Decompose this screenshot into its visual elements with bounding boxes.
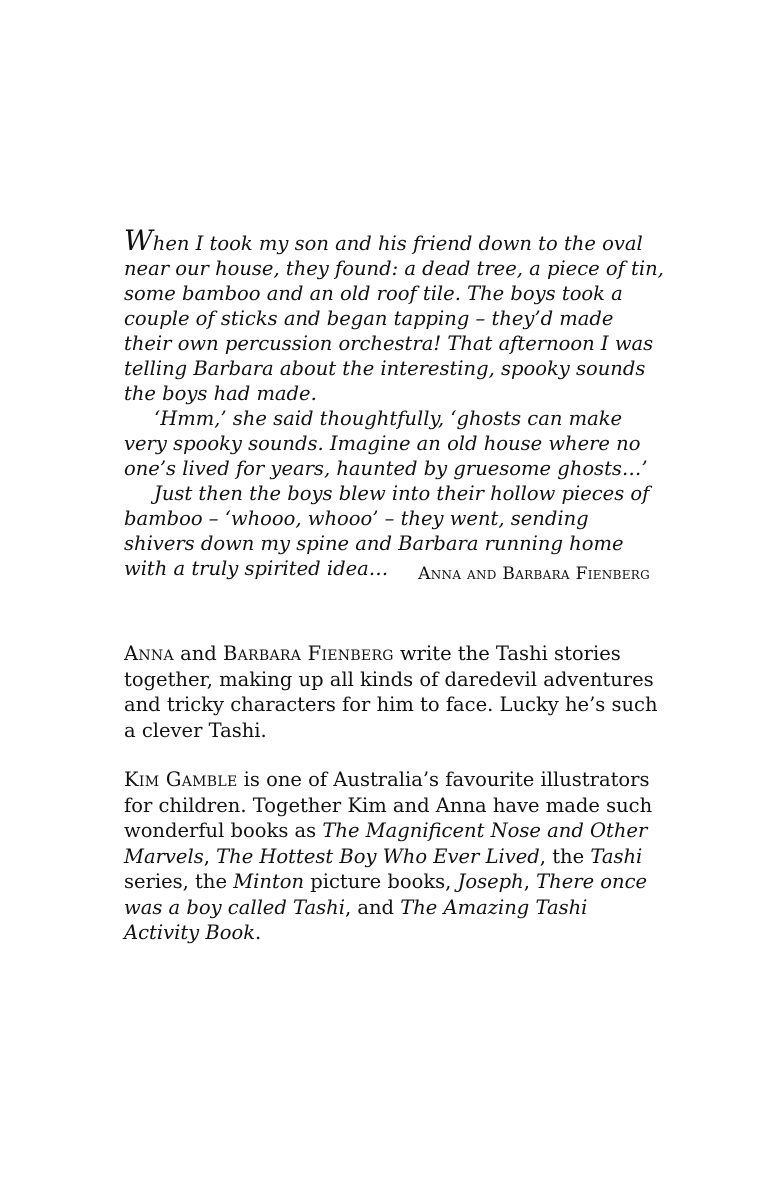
intro-paragraph-2: ‘Hmm,’ she said thoughtfully, ‘ghosts can make very spooky sounds. Imagine an old house where no one’s lived for years, haunted by gruesome ghosts…’ [124,407,648,480]
bio-kim-text-1: is one of Australia’s favourite illustrators for children. Together Kim and Anna have made such wonderful books as [124,768,653,842]
bio-kim-text-7: , and [344,895,401,919]
intro-paragraph-1 [124,224,664,406]
bio-anna-barbara-paragraph [124,641,664,743]
book-title-boy-called-tashi: There once was a boy called Tashi [124,870,648,919]
bio-kim-text-6: , [523,870,537,893]
bio-kim-text-5: picture books, [304,870,458,893]
book-title-hottest-boy: The Hottest Boy Who Ever Lived [216,844,540,868]
book-title-magnificent-nose: The Magnificent Nose and Other Marvels [124,819,648,868]
bio-kim-text-8: . [255,921,262,944]
bio-and: and [173,642,223,665]
book-title-joseph: Joseph [457,870,524,893]
author-name-anna: Anna [124,642,174,665]
illustrator-name-kim: Kim Gamble [124,768,238,791]
intro-dropcap: W [124,224,153,257]
bio-kim-text-2: , [203,844,217,868]
bio-kim-paragraph [124,767,664,946]
intro-signature: Anna and Barbara Fienberg [418,564,650,584]
bio-anna-text: write the Tashi stories together, making up all kinds of daredevil adventures and tricky characters for him to face. Lucky he’s such a clever Tashi. [124,642,658,742]
bio-kim [124,767,664,946]
book-title-tashi: Tashi [590,844,643,868]
book-title-minton: Minton [233,870,305,893]
intro-paragraph-1-text: hen I took my son and his friend down to the oval near our house, they found: a dead tree, a piece of tin, some bamboo and an old roof tile. The boys took a couple of sticks and began tapping – they’d made their own percussion orchestra! That afternoon I was telling Barbara about the interesting, spooky sounds the boys had made. [124,232,664,405]
bio-kim-text-4: series, the [124,870,234,893]
bio-kim-text-3: , the [539,844,591,868]
author-name-barbara: Barbara Fienberg [222,642,394,665]
intro-paragraph-3: Just then the boys blew into their hollow pieces of bamboo – ‘whooo, whooo’ – they went, sending shivers down my spine and Barbara running home with a truly spirited idea… [124,482,650,580]
bio-anna-barbara [124,641,664,743]
book-title-activity-book: The Amazing Tashi Activity Book [124,895,588,944]
intro-section [124,224,664,581]
